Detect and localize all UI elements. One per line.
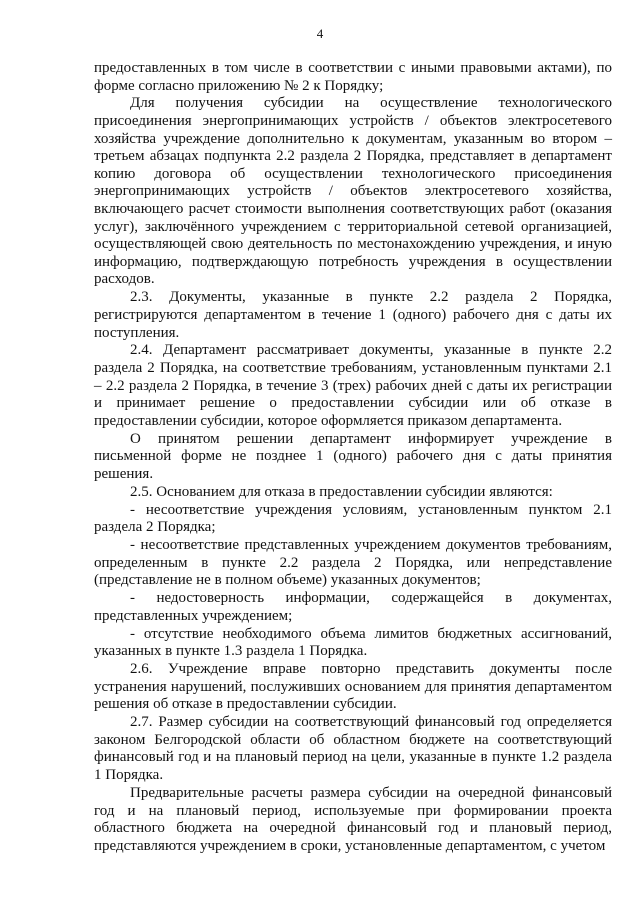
- list-item-refusal-1: - несоответствие учреждения условиям, установленным пунктом 2.1 раздела 2 Порядка;: [94, 501, 612, 536]
- page-number: 4: [316, 26, 324, 41]
- list-item-refusal-4: - отсутствие необходимого объема лимитов бюджетных ассигнований, указанных в пункте 1.3 раздела 1 Порядка.: [94, 625, 612, 660]
- list-item-refusal-2: - несоответствие представленных учреждением документов требованиям, определенным в пункте 2.2 раздела 2 Порядка, или непредставление (представление не в полном объеме) указанных документов;: [94, 537, 612, 589]
- paragraph-2-6: 2.6. Учреждение вправе повторно представить документы после устранения нарушений, послуживших основанием для принятия департаментом решения об отказе в предоставлении субсидии.: [94, 661, 612, 713]
- paragraph-2-5: 2.5. Основанием для отказа в предоставлении субсидии являются:: [130, 483, 553, 500]
- document-body: [94, 60, 612, 856]
- list-item-refusal-3: - недостоверность информации, содержащейся в документах, представленных учреждением;: [94, 590, 612, 624]
- paragraph-2-7: 2.7. Размер субсидии на соответствующий финансовый год определяется законом Белгородской области об областном бюджете на соответствующий финансовый год и на плановый период на цели, указанные в пункте 1.2 раздела 1 Порядка.: [94, 714, 612, 784]
- paragraph-continuation: предоставленных в том числе в соответствии с иными правовыми актами), по форме согласно приложению № 2 к Порядку;: [94, 60, 612, 94]
- paragraph-preliminary-calc: Предварительные расчеты размера субсидии на очередной финансовый год и на плановый период, используемые при формировании проекта областного бюджета на очередной финансовый год и плановый период, представляются учреждением в сроки, установленные департаментом, с учетом: [94, 784, 612, 854]
- paragraph-2-3: 2.3. Документы, указанные в пункте 2.2 раздела 2 Порядка, регистрируются департаментом в течение 1 (одного) рабочего дня с даты их поступления.: [94, 289, 612, 341]
- paragraph-decision-notice: О принятом решении департамент информирует учреждение в письменной форме не позднее 1 (одного) рабочего дня с даты принятия решения.: [94, 430, 612, 482]
- paragraph-tech-connection: Для получения субсидии на осуществление технологического присоединения энергопринимающих устройств / объектов электросетевого хозяйства учреждение дополнительно к документам, указанным во втором – третьем абзацах подпункта 2.2 раздела 2 Порядка, представляет в департамент копию договора об осуществлении технологического присоединения энергопринимающих устройств / объектов электросетевого хозяйства, включающего расчет стоимости выполнения соответствующих работ (оказания услуг), заключённого учреждением с территориальной сетевой организацией, осуществляющей свою деятельность по местонахождению учреждения, и иную информацию, подтверждающую потребность учреждения в осуществлении расходов.: [94, 95, 612, 288]
- paragraph-2-4: 2.4. Департамент рассматривает документы, указанные в пункте 2.2 раздела 2 Порядка, на соответствие требованиям, установленным пунктами 2.1 – 2.2 раздела 2 Порядка, в течение 3 (трех) рабочих дней с даты их регистрации и принимает решение о предоставлении субсидии или об отказе в предоставлении субсидии, которое оформляется приказом департамента.: [94, 342, 612, 429]
